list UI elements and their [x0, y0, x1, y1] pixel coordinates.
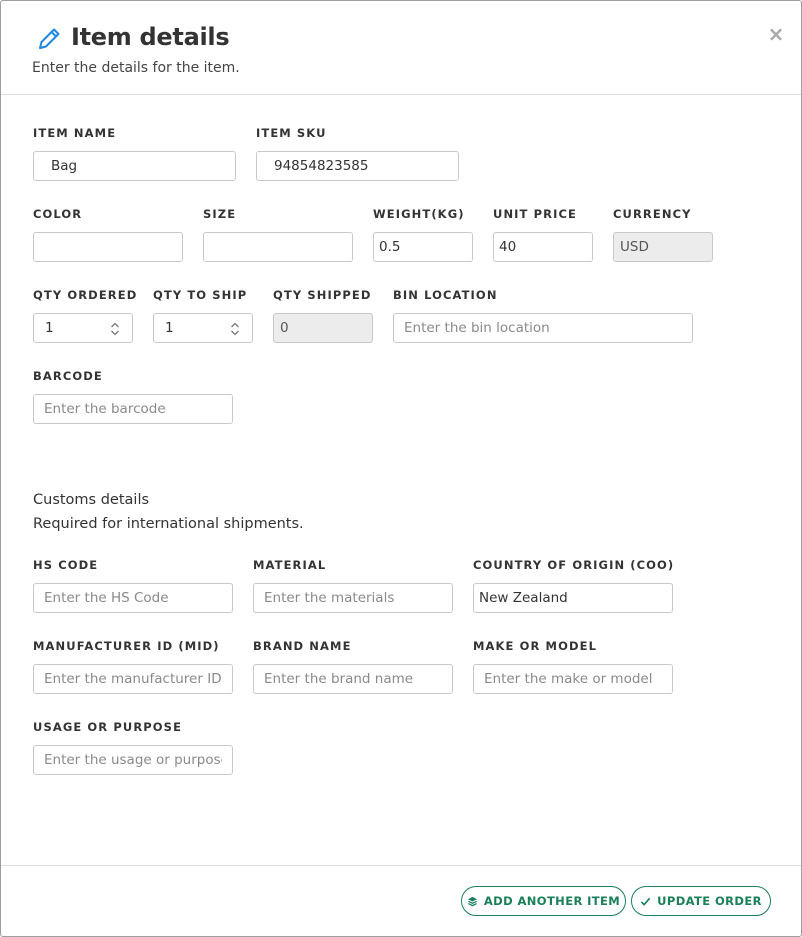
qty-to-ship-stepper[interactable]	[153, 313, 253, 343]
brand-name-label: BRAND NAME	[253, 639, 352, 653]
item-sku-label: ITEM SKU	[256, 126, 327, 140]
barcode-label: BARCODE	[33, 369, 103, 383]
unit-price-input[interactable]	[493, 232, 593, 262]
item-name-label: ITEM NAME	[33, 126, 117, 140]
usage-input[interactable]	[33, 745, 233, 775]
layers-icon	[467, 896, 478, 907]
qty-shipped-field	[273, 313, 373, 343]
make-model-input[interactable]	[473, 664, 673, 694]
barcode-input[interactable]	[33, 394, 233, 424]
qty-ordered-stepper[interactable]	[33, 313, 133, 343]
material-label: MATERIAL	[253, 558, 327, 572]
modal-header	[1, 1, 801, 95]
brand-name-input[interactable]	[253, 664, 453, 694]
hs-code-label: HS CODE	[33, 558, 99, 572]
currency-label: CURRENCY	[613, 207, 692, 221]
weight-label: WEIGHT(KG)	[373, 207, 465, 221]
qty-ordered-label: QTY ORDERED	[33, 288, 138, 302]
material-input[interactable]	[253, 583, 453, 613]
customs-section-subtitle: Required for international shipments.	[33, 516, 304, 532]
bin-location-input[interactable]	[393, 313, 693, 343]
weight-input[interactable]	[373, 232, 473, 262]
item-sku-input[interactable]	[256, 151, 459, 181]
update-order-button[interactable]	[631, 886, 771, 916]
pencil-icon	[36, 26, 62, 52]
customs-section-title: Customs details	[33, 492, 150, 508]
close-icon[interactable]: ×	[767, 22, 785, 46]
currency-field	[613, 232, 713, 262]
coo-input[interactable]	[473, 583, 673, 613]
check-icon	[640, 896, 651, 907]
hs-code-input[interactable]	[33, 583, 233, 613]
size-input[interactable]	[203, 232, 353, 262]
qty-ordered-value: 1	[45, 320, 54, 336]
bin-location-label: BIN LOCATION	[393, 288, 498, 302]
spinner-arrows-icon[interactable]	[110, 321, 120, 337]
page-subtitle: Enter the details for the item.	[32, 60, 240, 76]
add-another-item-label: ADD ANOTHER ITEM	[483, 894, 621, 908]
coo-label: COUNTRY OF ORIGIN (COO)	[473, 558, 675, 572]
size-label: SIZE	[203, 207, 237, 221]
update-order-label: UPDATE ORDER	[657, 894, 762, 908]
color-label: COLOR	[33, 207, 83, 221]
qty-to-ship-value: 1	[165, 320, 174, 336]
item-name-input[interactable]	[33, 151, 236, 181]
page-title: Item details	[71, 23, 230, 51]
qty-to-ship-label: QTY TO SHIP	[153, 288, 248, 302]
spinner-arrows-icon[interactable]	[230, 321, 240, 337]
make-model-label: MAKE OR MODEL	[473, 639, 597, 653]
add-another-item-button[interactable]	[461, 886, 626, 916]
color-input[interactable]	[33, 232, 183, 262]
footer-divider	[1, 865, 801, 866]
qty-shipped-label: QTY SHIPPED	[273, 288, 372, 302]
mid-input[interactable]	[33, 664, 233, 694]
unit-price-label: UNIT PRICE	[493, 207, 577, 221]
usage-label: USAGE OR PURPOSE	[33, 720, 183, 734]
mid-label: MANUFACTURER ID (MID)	[33, 639, 220, 653]
